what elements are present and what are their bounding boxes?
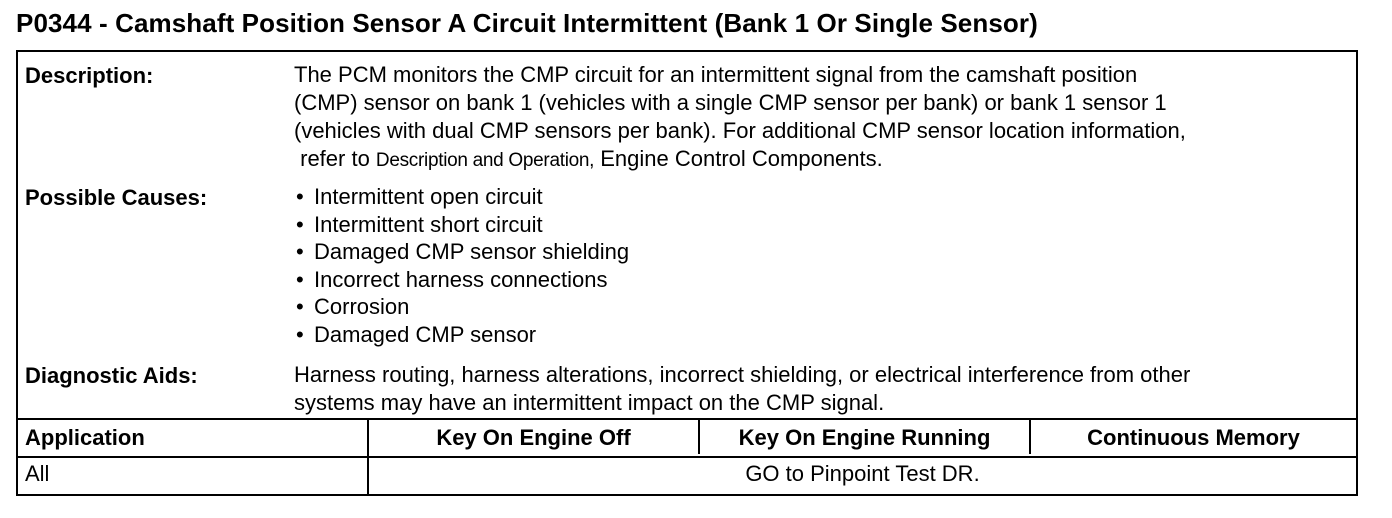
refer-suffix: Engine Control Components. (594, 146, 883, 171)
list-item: • Damaged CMP sensor (294, 321, 629, 349)
description-text (294, 61, 1186, 175)
row-application: All (25, 461, 50, 486)
header-key-on-engine-running: Key On Engine Running (738, 425, 991, 450)
description-line-refer (294, 145, 1186, 175)
diagnostic-aids-label: Diagnostic Aids: (25, 363, 198, 388)
possible-causes-list (294, 183, 629, 349)
header-continuous-memory: Continuous Memory (1087, 425, 1300, 450)
description-line: The PCM monitors the CMP circuit for an intermittent signal from the camshaft position (294, 62, 1138, 87)
description-label: Description: (25, 63, 154, 88)
diagnostic-aids-line: Harness routing, harness alterations, incorrect shielding, or electrical interference from other (294, 362, 1191, 387)
description-line: (vehicles with dual CMP sensors per bank). For additional CMP sensor location information, (294, 118, 1186, 143)
list-item: • Corrosion (294, 293, 629, 321)
list-item: • Incorrect harness connections (294, 266, 629, 294)
description-and-operation-link[interactable]: Description and Operation, (375, 150, 595, 171)
possible-causes-label: Possible Causes: (25, 185, 208, 210)
list-item: • Intermittent open circuit (294, 183, 629, 211)
pinpoint-test-link[interactable]: GO to Pinpoint Test DR. (745, 461, 980, 486)
diagnostic-aids-line: systems may have an intermittent impact on the CMP signal. (294, 390, 885, 415)
list-item: • Damaged CMP sensor shielding (294, 238, 629, 266)
refer-prefix: refer to (294, 146, 376, 171)
description-line: (CMP) sensor on bank 1 (vehicles with a single CMP sensor per bank) or bank 1 sensor 1 (294, 90, 1167, 115)
diagnostic-aids-text (294, 361, 1190, 417)
header-application: Application (25, 425, 145, 450)
page-title: P0344 - Camshaft Position Sensor A Circuit Intermittent (Bank 1 Or Single Sensor) (16, 8, 1038, 38)
list-item: • Intermittent short circuit (294, 211, 629, 239)
header-key-on-engine-off: Key On Engine Off (436, 425, 631, 450)
dtc-info-table (16, 50, 1358, 496)
